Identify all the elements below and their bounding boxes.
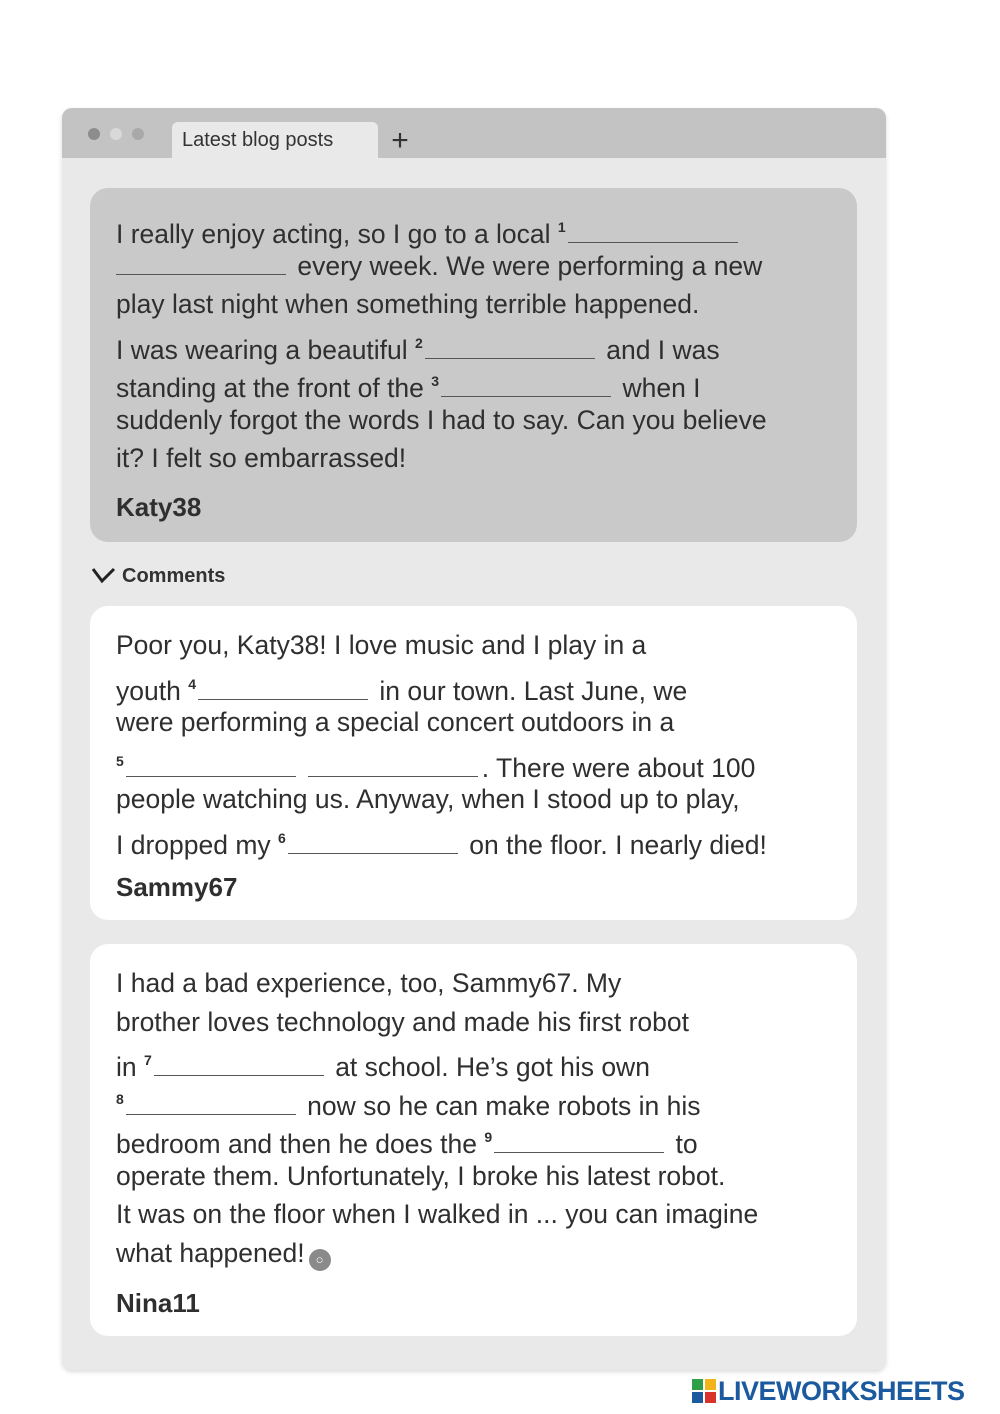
close-window-dot[interactable]	[88, 128, 100, 140]
comment-card-2	[90, 944, 857, 1336]
c2-line-1: I had a bad experience, too, Sammy67. My	[116, 968, 622, 998]
comment-card-1	[90, 606, 857, 920]
gap-4-blank[interactable]	[198, 675, 368, 700]
tab-latest-blog-posts[interactable]: Latest blog posts	[172, 122, 378, 158]
gap-9-blank[interactable]	[494, 1128, 664, 1153]
c2-line-5a: bedroom and then he does the	[116, 1129, 477, 1159]
gap-7-blank[interactable]	[154, 1051, 324, 1076]
c1-line-6a: I dropped my	[116, 829, 271, 860]
gap-6-blank[interactable]	[288, 829, 458, 854]
brand-name: LIVEWORKSHEETS	[718, 1376, 965, 1406]
comment-1-author[interactable]: Sammy67	[116, 872, 238, 902]
gap-number-8: 8	[116, 1090, 124, 1107]
c2-line-8: what happened!	[116, 1237, 305, 1268]
gap-8-blank[interactable]	[126, 1090, 296, 1115]
gap-number-3: 3	[431, 373, 440, 389]
gap-number-6: 6	[278, 829, 286, 846]
gap-3-blank[interactable]	[441, 372, 611, 397]
title-bar	[62, 108, 886, 158]
maximize-window-dot[interactable]	[132, 128, 144, 140]
c1-line-5: people watching us. Anyway, when I stood up to play,	[116, 784, 740, 814]
gap-number-9: 9	[484, 1129, 493, 1145]
browser-window	[62, 108, 886, 1370]
c2-line-2: brother loves technology and made his first robot	[116, 1006, 690, 1037]
c1-line-6b: on the floor. I nearly died!	[469, 829, 767, 860]
post-line-5a: standing at the front of the	[116, 373, 424, 403]
comments-toggle[interactable]	[90, 562, 225, 590]
post-line-1: I really enjoy acting, so I go to a local	[116, 219, 551, 249]
comment-2-author[interactable]: Nina11	[116, 1288, 200, 1318]
gap-1-blank-a[interactable]	[568, 218, 738, 243]
new-tab-button[interactable]: +	[391, 124, 409, 157]
c1-line-2a: youth	[116, 675, 181, 706]
post-line-4a: I was wearing a beautiful	[116, 334, 408, 365]
c2-line-5b: to	[675, 1129, 698, 1159]
gap-number-5: 5	[116, 752, 124, 769]
post-line-6: suddenly forgot the words I had to say. Can you believe	[116, 404, 767, 435]
blog-post-text	[116, 208, 856, 478]
post-line-5b: when I	[622, 373, 701, 403]
post-line-7: it? I felt so embarrassed!	[116, 443, 407, 473]
c1-line-3: were performing a special concert outdoors in a	[116, 707, 675, 737]
gap-5-blank-a[interactable]	[126, 752, 296, 777]
liveworksheets-brand[interactable]	[692, 1376, 965, 1406]
comment-2-text	[116, 964, 856, 1272]
post-line-4b: and I was	[606, 334, 720, 365]
minimize-window-dot[interactable]	[110, 128, 122, 140]
post-line-2: every week. We were performing a new	[297, 250, 763, 281]
comment-1-text	[116, 626, 856, 860]
gap-number-2: 2	[415, 334, 423, 351]
c1-line-1: Poor you, Katy38! I love music and I play in a	[116, 630, 647, 660]
post-line-3: play last night when something terrible happened.	[116, 289, 700, 319]
c1-line-4: . There were about 100	[481, 752, 756, 783]
gap-2-blank[interactable]	[425, 334, 595, 359]
liveworksheets-logo	[692, 1379, 716, 1403]
gap-number-4: 4	[188, 675, 196, 692]
c2-line-3a: in	[116, 1052, 137, 1082]
c1-line-2b: in our town. Last June, we	[379, 675, 688, 706]
blog-post-card	[90, 188, 857, 542]
comments-label: Comments	[122, 565, 226, 587]
c2-line-3b: at school. He’s got his own	[335, 1052, 650, 1082]
chevron-down-icon	[90, 564, 118, 592]
shocked-face-icon: ○	[309, 1249, 331, 1271]
post-author[interactable]: Katy38	[116, 492, 202, 522]
gap-1-blank-b[interactable]	[116, 250, 286, 275]
c2-line-4: now so he can make robots in his	[307, 1090, 701, 1121]
c2-line-6: operate them. Unfortunately, I broke his latest robot.	[116, 1160, 726, 1191]
c2-line-7: It was on the floor when I walked in ... you can imagine	[116, 1199, 759, 1229]
gap-5-blank-b[interactable]	[308, 752, 478, 777]
gap-number-1: 1	[557, 219, 566, 235]
gap-number-7: 7	[144, 1052, 152, 1068]
